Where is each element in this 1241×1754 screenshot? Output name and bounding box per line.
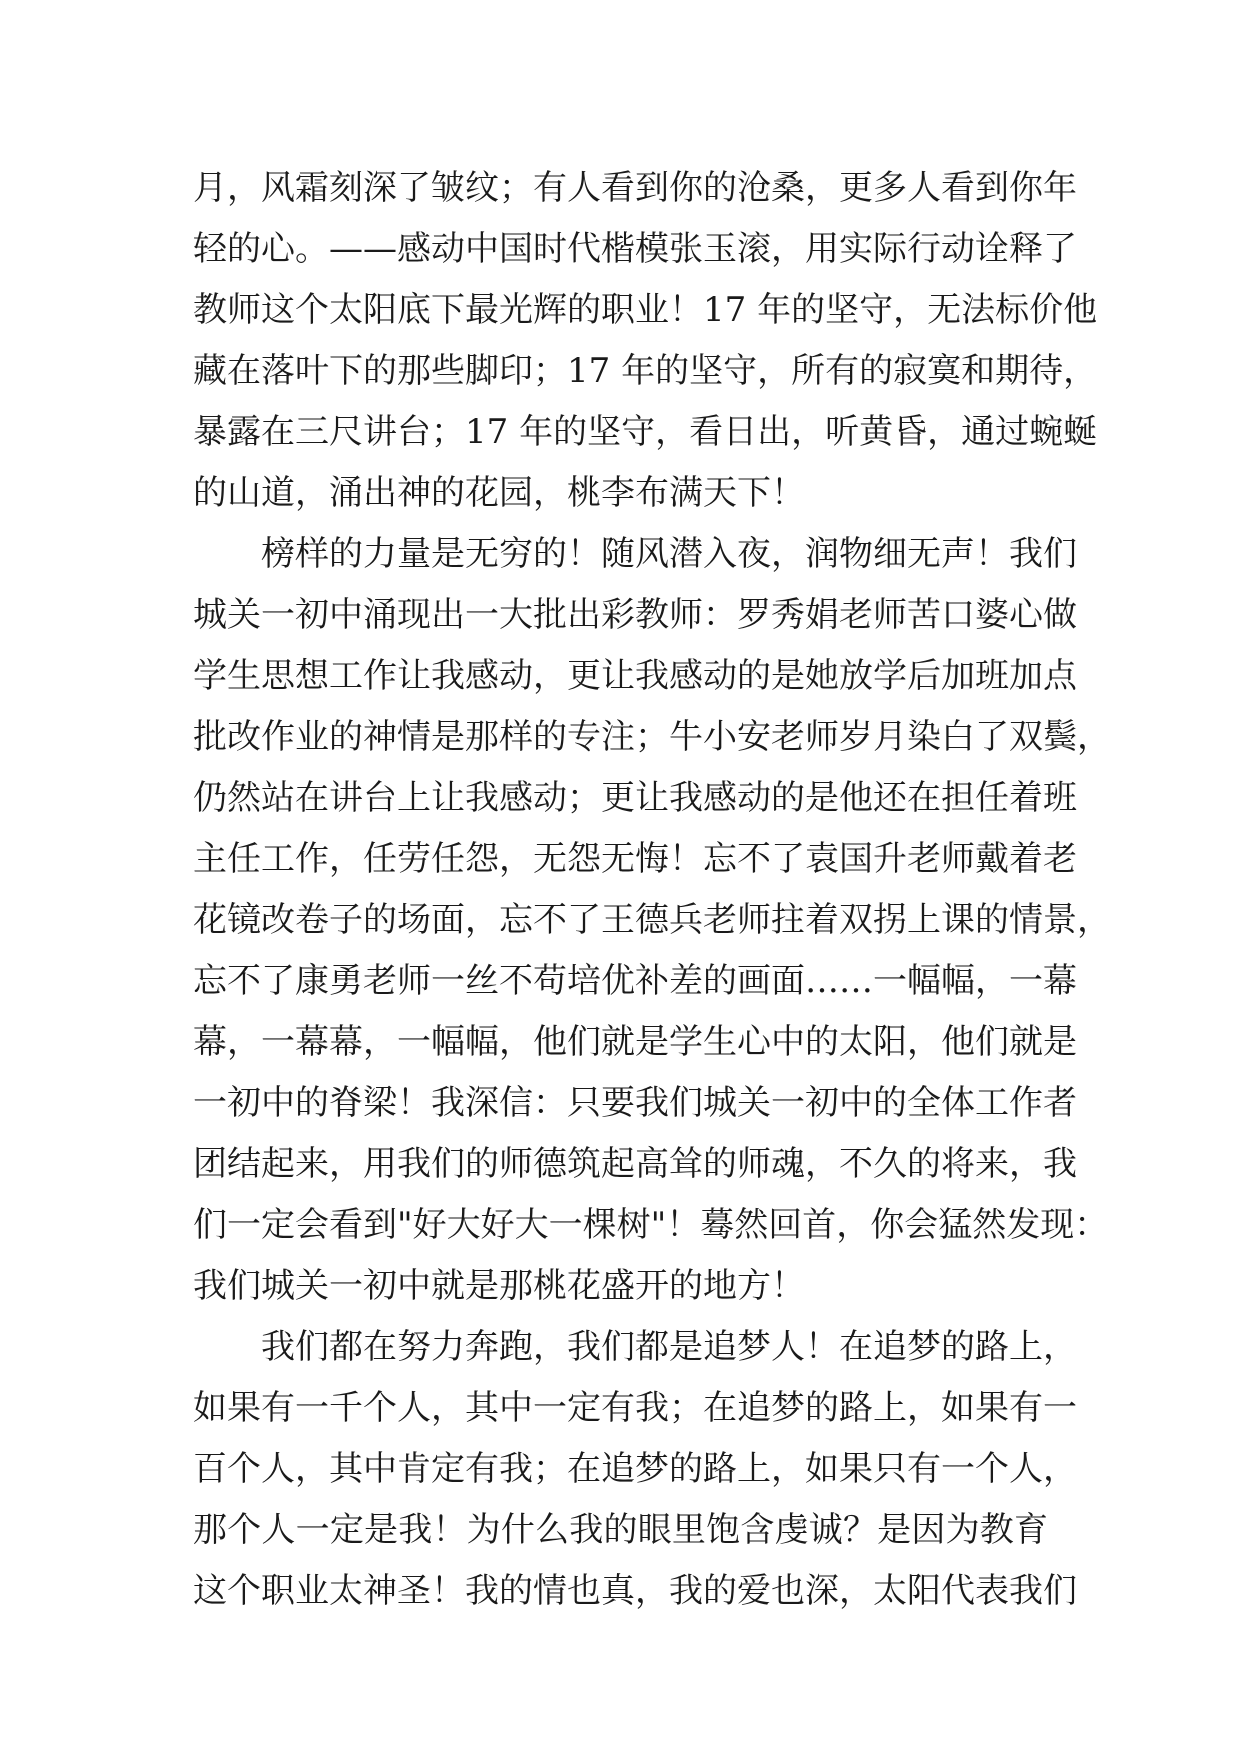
text-line: 藏在落叶下的那些脚印；17 年的坚守，所有的寂寞和期待， — [193, 351, 1098, 391]
text-line: 榜样的力量是无穷的！随风潜入夜，润物细无声！我们 — [261, 534, 1077, 574]
text-line: 团结起来，用我们的师德筑起高耸的师魂，不久的将来，我 — [193, 1144, 1077, 1184]
text-line: 仍然站在讲台上让我感动；更让我感动的是他还在担任着班 — [193, 778, 1077, 818]
text-line: 我们城关一初中就是那桃花盛开的地方！ — [193, 1266, 805, 1306]
text-line: 城关一初中涌现出一大批出彩教师：罗秀娟老师苦口婆心做 — [193, 595, 1077, 635]
paragraph-3 — [193, 1317, 1077, 1622]
text-line: 忘不了康勇老师一丝不苟培优补差的画面……一幅幅，一幕 — [193, 961, 1077, 1001]
text-line: 一初中的脊梁！我深信：只要我们城关一初中的全体工作者 — [193, 1083, 1077, 1123]
text-line: 的山道，涌出神的花园，桃李布满天下！ — [193, 473, 805, 513]
text-line: 百个人，其中肯定有我；在追梦的路上，如果只有一个人， — [193, 1449, 1077, 1489]
text-line: 轻的心。——感动中国时代楷模张玉滚，用实际行动诠释了 — [193, 229, 1077, 269]
text-line: 主任工作，任劳任怨，无怨无悔！忘不了袁国升老师戴着老 — [193, 839, 1077, 879]
text-line: 我们都在努力奔跑，我们都是追梦人！在追梦的路上， — [261, 1327, 1077, 1367]
text-line: 那个人一定是我！为什么我的眼里饱含虔诚？是因为教育 — [193, 1510, 1048, 1550]
text-line: 幕，一幕幕，一幅幅，他们就是学生心中的太阳，他们就是 — [193, 1022, 1077, 1062]
text-line: 批改作业的神情是那样的专注；牛小安老师岁月染白了双鬓， — [193, 717, 1111, 757]
text-line: 月，风霜刻深了皱纹；有人看到你的沧桑，更多人看到你年 — [193, 168, 1077, 208]
text-line: 教师这个太阳底下最光辉的职业！17 年的坚守，无法标价他 — [193, 290, 1098, 330]
text-line: 这个职业太神圣！我的情也真，我的爱也深，太阳代表我们 — [193, 1571, 1077, 1611]
text-line: 们一定会看到"好大好大一棵树"！蓦然回首，你会猛然发现： — [193, 1205, 1109, 1245]
text-line: 如果有一千个人，其中一定有我；在追梦的路上，如果有一 — [193, 1388, 1077, 1428]
paragraph-2 — [193, 524, 1111, 1317]
text-line: 学生思想工作让我感动，更让我感动的是她放学后加班加点 — [193, 656, 1077, 696]
text-line: 暴露在三尺讲台；17 年的坚守，看日出，听黄昏，通过蜿蜒 — [193, 412, 1098, 452]
text-line: 花镜改卷子的场面，忘不了王德兵老师拄着双拐上课的情景， — [193, 900, 1111, 940]
paragraph-1 — [193, 158, 1098, 524]
document-body — [193, 158, 1111, 1622]
